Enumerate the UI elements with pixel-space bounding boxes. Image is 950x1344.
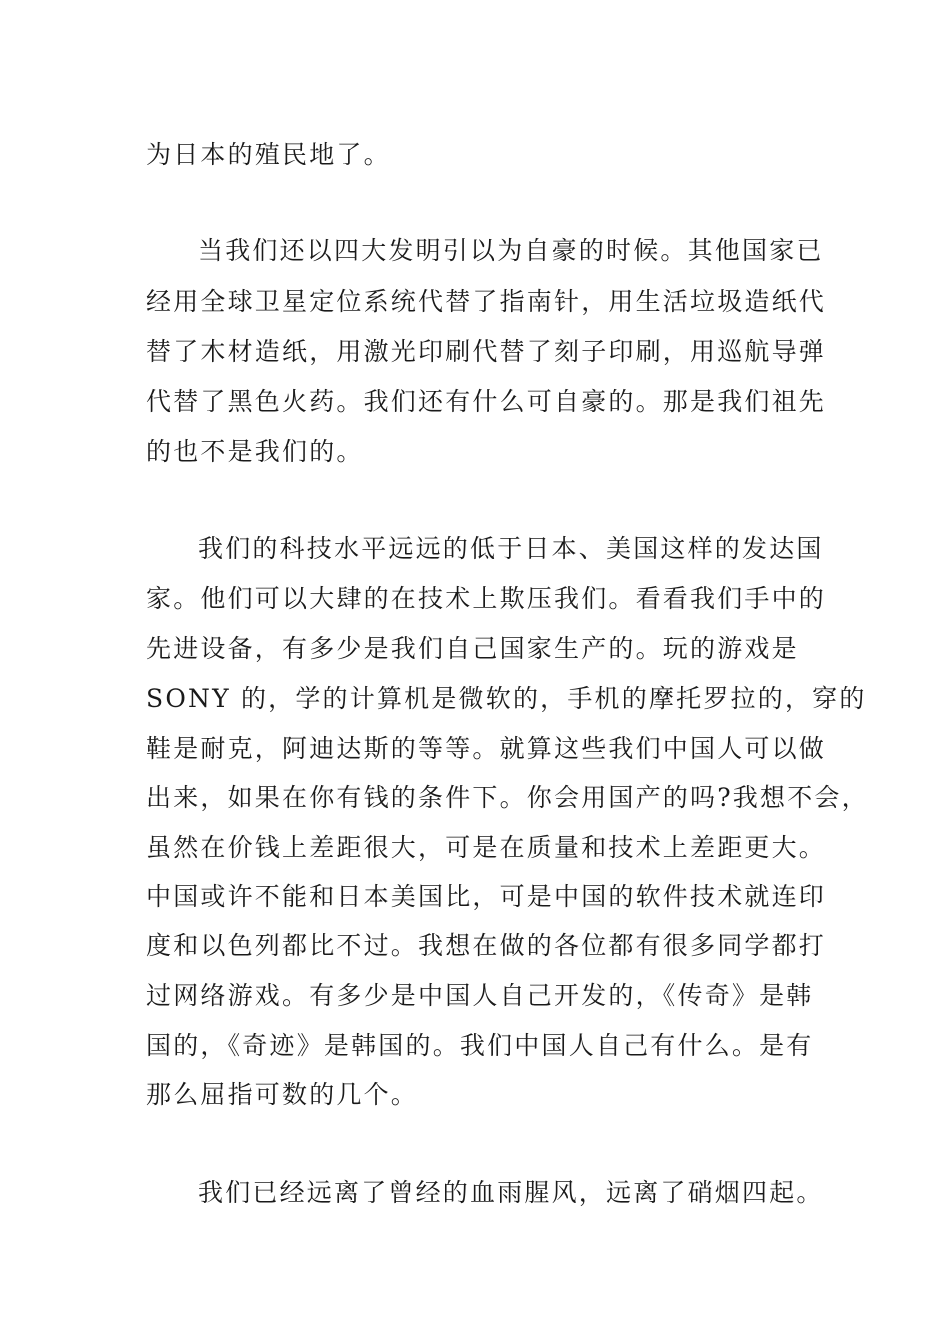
text-line: 虽然在价钱上差距很大，可是在质量和技术上差距更大。: [146, 833, 827, 862]
text-line: SONY 的，学的计算机是微软的，手机的摩托罗拉的，穿的: [146, 684, 867, 713]
paragraph-first-line: 当我们还以四大发明引以为自豪的时候。其他国家已: [198, 236, 824, 265]
paragraph-first-line: 我们的科技水平远远的低于日本、美国这样的发达国: [198, 534, 824, 563]
text-line: 替了木材造纸，用激光印刷代替了刻子印刷，用巡航导弹: [146, 337, 827, 366]
text-line: 中国或许不能和日本美国比，可是中国的软件技术就连印: [146, 882, 827, 911]
text-line: 家。他们可以大肆的在技术上欺压我们。看看我们手中的: [146, 584, 827, 613]
text-line: 过网络游戏。有多少是中国人自己开发的，《传奇》是韩: [146, 981, 814, 1010]
text-line: 先进设备，有多少是我们自己国家生产的。玩的游戏是: [146, 634, 799, 663]
text-line: 那么屈指可数的几个。: [146, 1080, 419, 1109]
text-line: 经用全球卫星定位系统代替了指南针，用生活垃圾造纸代: [146, 287, 827, 316]
text-line: 度和以色列都比不过。我想在做的各位都有很多同学都打: [146, 931, 827, 960]
text-line: 的也不是我们的。: [146, 437, 364, 466]
text-line: 出来，如果在你有钱的条件下。你会用国产的吗?我想不会，: [146, 783, 869, 812]
text-line: 鞋是耐克，阿迪达斯的等等。就算这些我们中国人可以做: [146, 734, 827, 763]
text-line: 国的，《奇迹》是韩国的。我们中国人自己有什么。是有: [146, 1031, 814, 1060]
text-line: 代替了黑色火药。我们还有什么可自豪的。那是我们祖先: [146, 387, 827, 416]
text-line: 为日本的殖民地了。: [146, 140, 391, 169]
paragraph-first-line: 我们已经远离了曾经的血雨腥风，远离了硝烟四起。: [198, 1178, 824, 1207]
